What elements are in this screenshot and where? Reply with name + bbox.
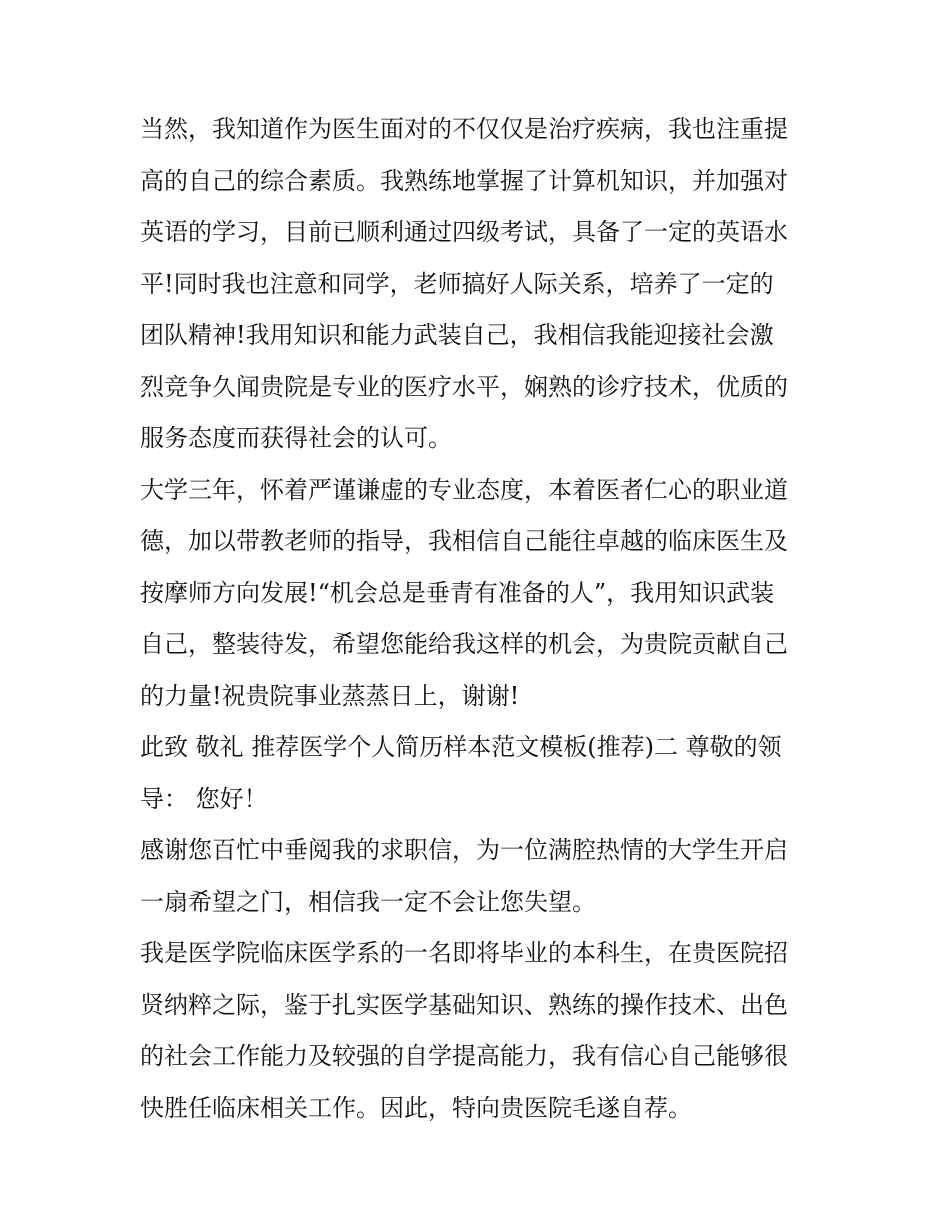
text-line: 一扇希望之门，相信我一定不会让您失望。 [140, 887, 596, 916]
text-line: 高的自己的综合素质。我熟练地掌握了计算机知识，并加强对 [140, 166, 788, 195]
text-line: 贤纳粹之际，鉴于扎实医学基础知识、熟练的操作技术、出色 [140, 990, 788, 1019]
text-line: 英语的学习，目前已顺利通过四级考试，具备了一定的英语水 [140, 218, 788, 246]
text-line: 大学三年，怀着严谨谦虚的专业态度，本着医者仁心的职业道 [140, 475, 788, 504]
text-line: 我是医学院临床医学系的一名即将毕业的本科生，在贵医院招 [140, 939, 788, 967]
text-line: 快胜任临床相关工作。因此，特向贵医院毛遂自荐。 [140, 1093, 692, 1122]
text-line: 感谢您百忙中垂阅我的求职信，为一位满腔热情的大学生开启 [140, 836, 788, 864]
text-line: 德，加以带教老师的指导，我相信自己能往卓越的临床医生及 [140, 527, 788, 555]
text-line: 烈竞争久闻贵院是专业的医疗水平，娴熟的诊疗技术，优质的 [140, 372, 788, 401]
text-line: 平!同时我也注意和同学，老师搞好人际关系，培养了一定的 [140, 269, 774, 298]
text-line: 的社会工作能力及较强的自学提高能力，我有信心自己能够很 [140, 1042, 788, 1070]
text-line: 此致 敬礼 推荐医学个人简历样本范文模板(推荐)二 尊敬的领 [140, 733, 782, 761]
text-line: 当然，我知道作为医生面对的不仅仅是治疗疾病，我也注重提 [140, 115, 788, 143]
text-line: 团队精神!我用知识和能力武装自己，我相信我能迎接社会激 [140, 321, 774, 349]
text-line: 服务态度而获得社会的认可。 [140, 424, 452, 452]
text-line: 的力量!祝贵院事业蒸蒸日上，谢谢! [140, 681, 520, 710]
letter-body [140, 104, 820, 1134]
text-line: 导： 您好！ [140, 784, 268, 813]
text-line: 自己，整装待发，希望您能给我这样的机会，为贵院贡献自己 [140, 630, 788, 658]
text-line: 按摩师方向发展!“机会总是垂青有准备的人”，我用知识武装 [140, 578, 775, 607]
